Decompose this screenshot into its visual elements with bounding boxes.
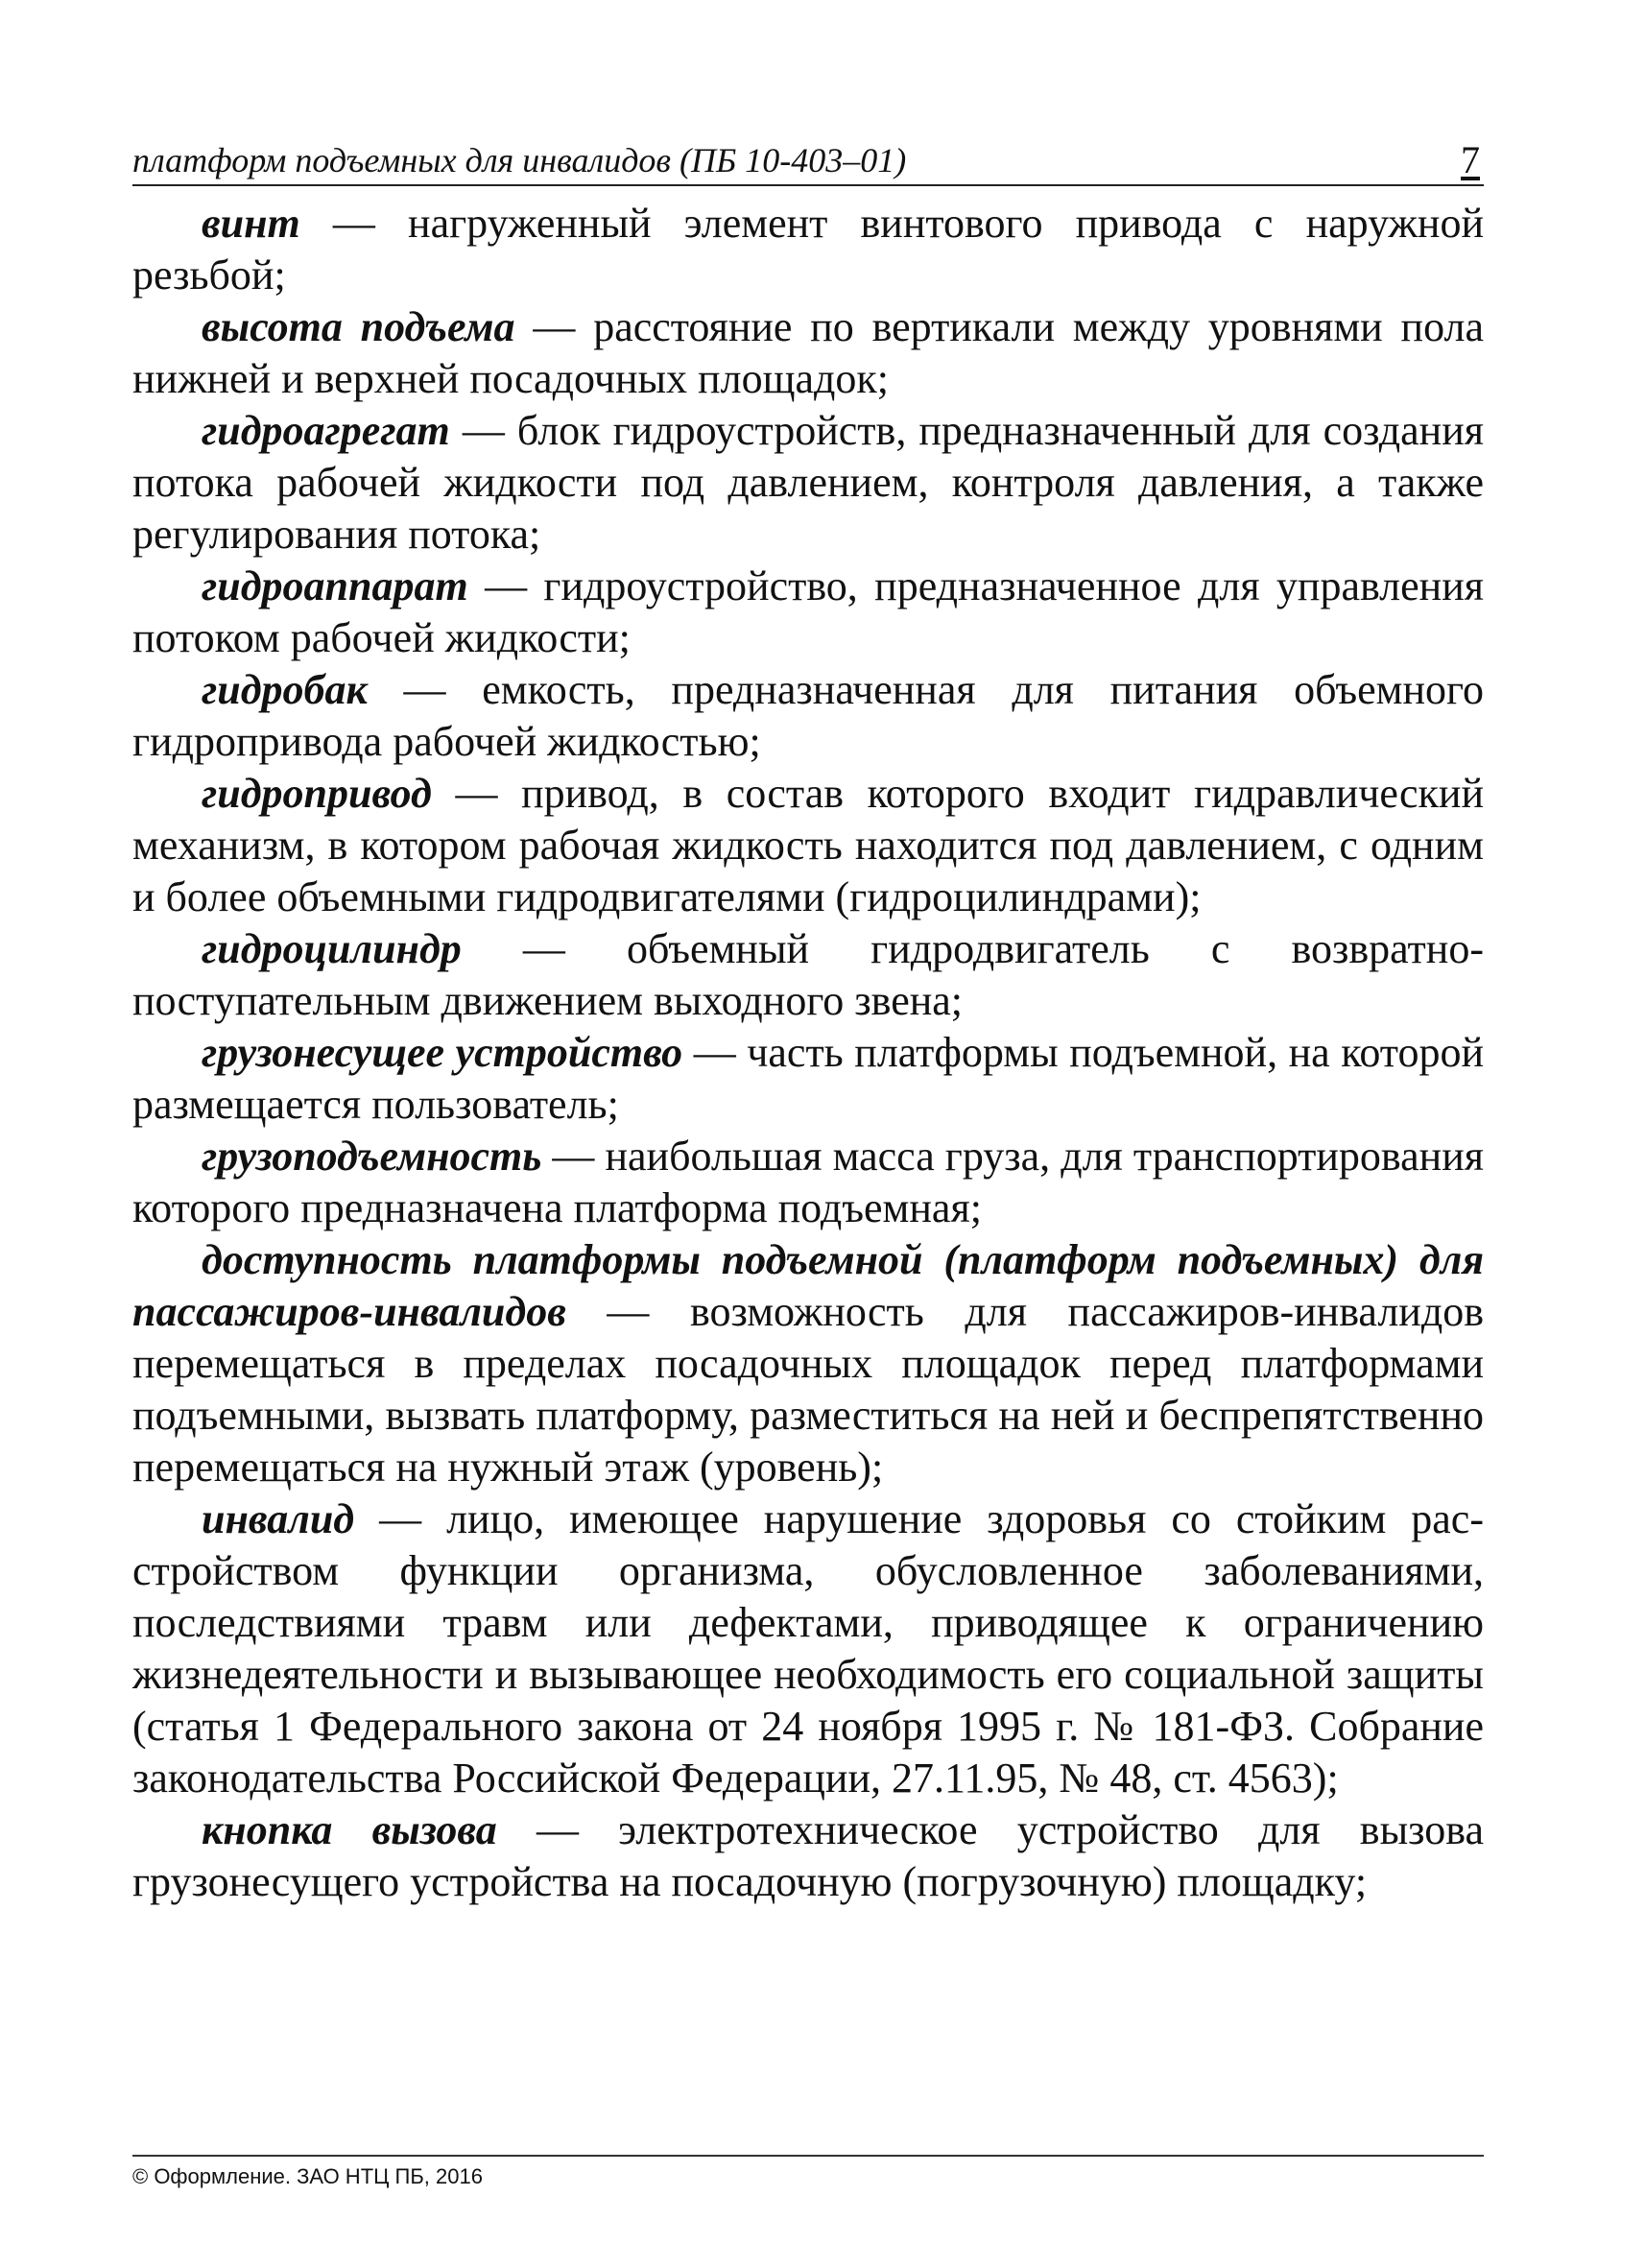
definition-entry [132, 1493, 1484, 1804]
definition-term: инвалид [202, 1495, 355, 1542]
definition-term: гидроцилиндр [202, 925, 462, 972]
definition-entry [132, 923, 1484, 1027]
definition-entry [132, 405, 1484, 561]
copyright-footer: © Оформление. ЗАО НТЦ ПБ, 2016 [132, 2164, 483, 2188]
definition-entry [132, 301, 1484, 405]
definition-text: — емкость, предназначенная для питания объемного гидропривода рабочей жидкостью; [132, 666, 1484, 765]
definition-entry [132, 664, 1484, 768]
definition-term: гидроагрегат [202, 407, 450, 454]
definition-entry [132, 1131, 1484, 1234]
definition-text: — лицо, имеющее нарушение здоровья со стойким расстройством функции организма, обусловленное заболеваниями, последствиями травм или дефектами, приводящее к ограничению жизнедеятельности и вызывающее необходимость его социальной защиты (статья 1 Федерального закона от 24 ноября 1995 г. № 181-ФЗ. Собрание законодательства Российской Федерации, 27.11.95, № 48, ст. 4563); [132, 1495, 1484, 1802]
page-number: 7 [1461, 138, 1480, 181]
definitions-list [132, 198, 1484, 1908]
definition-term: гидропривод [202, 770, 432, 817]
definition-term: грузоподъемность [202, 1133, 542, 1180]
definition-term: гидроаппарат [202, 562, 468, 609]
definition-term: высота подъема [202, 303, 515, 350]
definition-text: — электротехническое устройство для вызова грузонесущего устройства на посадочную (погрузочную) площадку; [132, 1806, 1484, 1905]
definition-term: доступность платформы подъемной (платформ подъемных) для пассажиров-инвалидов [132, 1236, 1484, 1335]
definition-entry [132, 1804, 1484, 1908]
definition-text: — объемный гидродвигатель с возвратно-поступательным движением выходного звена; [132, 925, 1484, 1024]
definition-entry [132, 1027, 1484, 1131]
definition-text: — возможность для пассажиров-инвалидов перемещаться в пределах посадочных площадок перед платформами подъемными, вызвать платформу, разместиться на ней и беспрепятственно перемещаться на нужный этаж (уровень); [132, 1288, 1484, 1491]
definition-text: — нагруженный элемент винтового привода с наружной резьбой; [132, 200, 1484, 298]
page-header [132, 136, 1484, 186]
definition-term: винт [202, 200, 300, 247]
definition-text: — наибольшая масса груза, для транспортирования которого предназначена платформа подъемная; [132, 1133, 1484, 1231]
definition-term: гидробак [202, 666, 368, 713]
definition-entry [132, 768, 1484, 923]
definition-entry [132, 561, 1484, 664]
definition-text: — блок гидроустройств, предназначенный для создания потока рабочей жидкости под давлением, контроля давления, а также регулирования потока; [132, 407, 1484, 558]
definition-text: — часть платформы подъемной, на которой размещается пользователь; [132, 1029, 1484, 1128]
definition-text: — расстояние по вертикали между уровнями пола нижней и верхней посадочных площадок; [132, 303, 1484, 402]
definition-entry [132, 1234, 1484, 1493]
definition-text: — привод, в состав которого входит гидравлический механизм, в котором рабочая жидкость находится под давлением, с одним и более объемными гидродвигателями (гидроцилиндрами); [132, 770, 1484, 920]
definition-term: грузонесущее устройство [202, 1029, 683, 1076]
definition-text: — гидроустройство, предназначенное для управления потоком рабочей жидкости; [132, 562, 1484, 661]
running-title: платформ подъемных для инвалидов (ПБ 10-403–01) [132, 141, 907, 179]
footer-divider [132, 2155, 1484, 2157]
definition-entry [132, 198, 1484, 301]
definition-term: кнопка вызова [202, 1806, 497, 1853]
